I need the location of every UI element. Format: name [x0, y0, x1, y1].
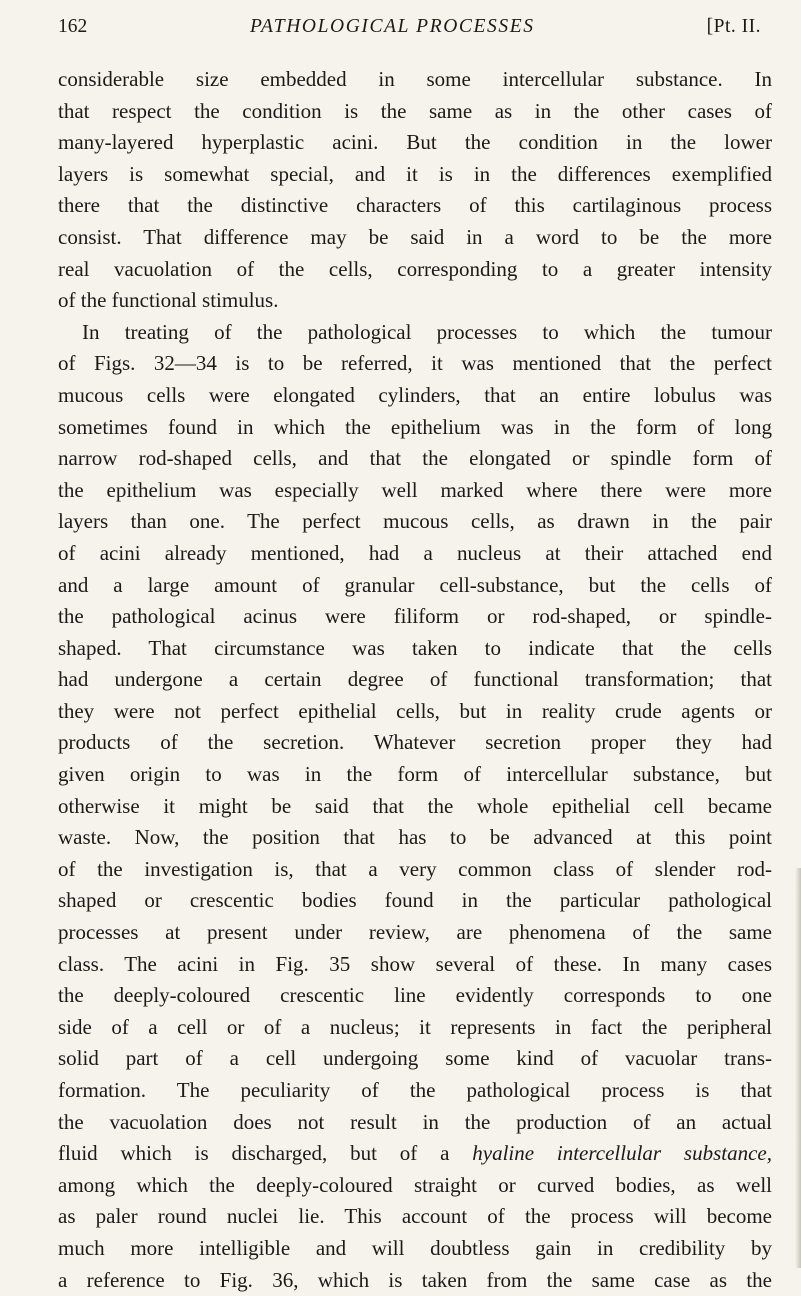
text-line: of the investigation is, that a very common class of slender rod- — [58, 856, 772, 881]
text-line: of Figs. 32—34 is to be referred, it was mentioned that the perfect — [58, 351, 772, 376]
text-line: formation. The peculiarity of the pathological process is that — [58, 1078, 772, 1102]
text-line: among which the deeply-coloured straight or curved bodies, as well — [58, 1172, 772, 1197]
text-line: that respect the condition is the same as in the other cases of — [58, 98, 772, 123]
text-line: mucous cells were elongated cylinders, that an entire lobulus was — [58, 382, 772, 407]
text-line: consist. That difference may be said in a word to be the more — [58, 224, 772, 249]
page-edge-shadow — [795, 868, 801, 1268]
text-line: side of a cell or of a nucleus; it represents in fact the peripheral — [58, 1014, 772, 1039]
text-line: a reference to Fig. 36, which is taken from the same case as the — [58, 1267, 772, 1292]
text-line: the epithelium was especially well marked where there were more — [58, 477, 772, 502]
text-line: sometimes found in which the epithelium was in the form of long — [58, 414, 772, 439]
part-label: [Pt. II. — [706, 16, 761, 37]
text-line: otherwise it might be said that the whole epithelial cell became — [58, 793, 772, 818]
text-line: real vacuolation of the cells, corresponding to a greater intensity — [58, 256, 772, 281]
text-line: layers than one. The perfect mucous cells, as drawn in the pair — [58, 509, 772, 534]
text-line: of the functional stimulus. — [58, 288, 279, 313]
text-line: there that the distinctive characters of this cartilaginous process — [58, 193, 772, 218]
text-line: and a large amount of granular cell-substance, but the cells of — [58, 572, 772, 597]
text-line: many-layered hyperplastic acini. But the condition in the lower — [58, 130, 772, 155]
text-line: waste. Now, the position that has to be advanced at this point — [58, 825, 772, 850]
text-line: class. The acini in Fig. 35 show several of these. In many cases — [58, 951, 772, 976]
text-line: much more intelligible and will doubtless gain in credibility by — [58, 1235, 772, 1260]
text-line: products of the secretion. Whatever secretion proper they had — [58, 730, 772, 755]
text-line: the deeply-coloured crescentic line evidently corresponds to one — [58, 983, 772, 1008]
text-line-with-italic — [58, 1138, 772, 1170]
text-line: layers is somewhat special, and it is in the differences exemplified — [58, 161, 772, 186]
text-line: they were not perfect epithelial cells, but in reality crude agents or — [58, 698, 772, 723]
text-line: considerable size embedded in some intercellular substance. In — [58, 67, 772, 91]
text-line: as paler round nuclei lie. This account of the process will become — [58, 1204, 772, 1229]
text-line: solid part of a cell undergoing some kind of vacuolar trans- — [58, 1046, 772, 1071]
running-title: PATHOLOGICAL PROCESSES — [250, 16, 535, 37]
body-text — [58, 64, 772, 1296]
text-segment: fluid which is discharged, but of a — [58, 1141, 473, 1166]
text-line: In treating of the pathological processes to which the tumour — [82, 319, 772, 344]
text-line: the pathological acinus were filiform or rod-shaped, or spindle- — [58, 604, 772, 629]
text-line: had undergone a certain degree of functional transformation; that — [58, 667, 772, 692]
page-header — [58, 12, 761, 42]
text-line: shaped or crescentic bodies found in the particular pathological — [58, 888, 772, 913]
text-line: of acini already mentioned, had a nucleus at their attached end — [58, 540, 772, 565]
text-line: given origin to was in the form of intercellular substance, but — [58, 762, 772, 787]
text-line: the vacuolation does not result in the production of an actual — [58, 1109, 772, 1134]
page-number: 162 — [58, 16, 88, 37]
text-line: narrow rod-shaped cells, and that the elongated or spindle form of — [58, 446, 772, 471]
text-line: processes at present under review, are phenomena of the same — [58, 920, 772, 945]
text-line: shaped. That circumstance was taken to indicate that the cells — [58, 635, 772, 660]
italic-phrase: hyaline intercellular substance, — [472, 1141, 772, 1166]
